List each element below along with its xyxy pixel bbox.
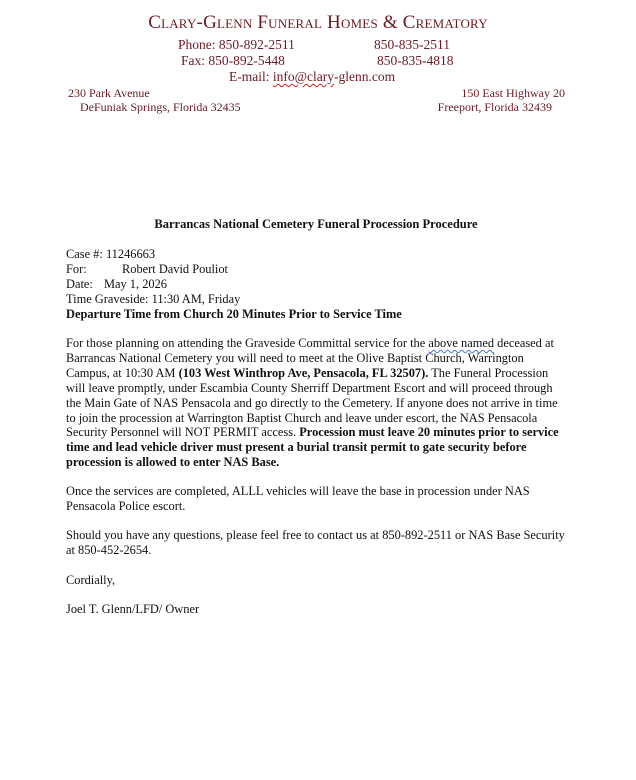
address-freeport-street: 150 East Highway 20 [461,86,565,100]
address-defuniak-street: 230 Park Avenue [68,86,150,100]
case-label: Case #: [66,247,103,261]
address-freeport-city: Freeport, Florida 32439 [437,100,552,114]
fax-number-defuniak: 850-892-5448 [208,53,285,68]
phone-line-left [178,37,295,53]
email-spellcheck-flag: info@clary [272,69,335,84]
company-name: Clary-Glenn Funeral Homes & Crematory [148,12,488,33]
closing: Cordially, [66,573,116,587]
p1-text-3: The Funeral Procession will leave promptly, under Escambia County Sherriff Department Escort and will proceed through the Main Gate of NAS Pensacola and go directly to the Cemetery. If anyone does not arrive in time to join the procession at Warrington Baptist Church and leave under escort, the NAS Pensacola Security Personnel will NOT PERMIT access. [66,365,558,440]
grammar-flag-above-named: above named [428,336,495,350]
paragraph-procession [66,336,566,470]
case-number-line [66,247,566,262]
service-date: May 1, 2026 [104,276,167,291]
case-number: 11246663 [105,247,156,261]
email-label: E-mail: [229,69,270,84]
deceased-name: Robert David Pouliot [122,261,229,276]
fax-label: Fax: [181,53,206,68]
phone-number-freeport: 850-835-2511 [374,37,450,52]
paragraph-contact: Should you have any questions, please feel free to contact us at 850-892-2511 or NAS Base Security at 850-452-2654. [66,528,565,557]
paragraph-return: Once the services are completed, ALLL vehicles will leave the base in procession under NAS Pensacola Police escort. [66,484,530,513]
time-label: Time Graveside: [66,291,149,306]
departure-note: Departure Time from Church 20 Minutes Prior to Service Time [66,306,402,321]
case-details [66,247,566,322]
phone-number-defuniak: 850-892-2511 [218,37,295,52]
email-domain: -glenn.com [334,69,396,84]
contact-info [66,528,566,558]
return-instructions [66,484,566,514]
fax-number-freeport: 850-835-4818 [377,53,454,68]
document-title: Barrancas National Cemetery Funeral Procession Procedure [154,217,478,231]
time-line [66,292,566,307]
email-line [229,69,395,85]
p1-text-2: deceased at Barrancas National Cemetery you will need to meet at the Olive Baptist Church, Warrington Campus, at 10:30 AM [66,336,554,380]
procession-instructions [66,336,566,470]
signature: Joel T. Glenn/LFD/ Owner [66,602,200,616]
permit-warning: Procession must leave 20 minutes prior to service time and lead vehicle driver must present a burial transit permit to gate security before procession is allowed to enter NAS Base. [66,425,559,470]
graveside-time: 11:30 AM, Friday [151,291,241,306]
address-defuniak-city: DeFuniak Springs, Florida 32435 [80,100,241,114]
email-address[interactable] [273,69,395,84]
for-label: For: [66,261,87,276]
fax-line-left [181,53,285,69]
for-line [66,262,566,277]
p1-text-1: For those planning on attending the Graveside Committal service for the [66,336,429,350]
date-label: Date: [66,276,93,291]
church-address: (103 West Winthrop Ave, Pensacola, FL 32507). [178,365,429,380]
date-line [66,277,566,292]
phone-label: Phone: [178,37,216,52]
